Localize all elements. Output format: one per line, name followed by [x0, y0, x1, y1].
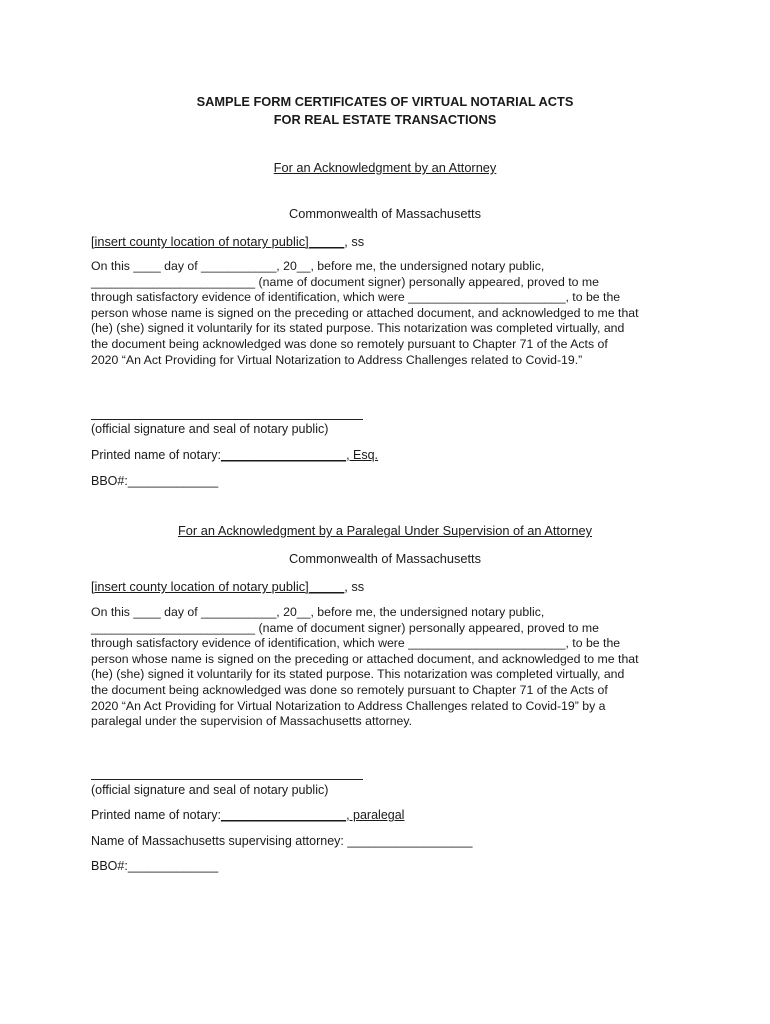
- section1-county-label: [insert county location of notary public]_____: [91, 234, 345, 249]
- section2-signature-caption: (official signature and seal of notary public): [91, 783, 329, 797]
- section2-bbo: BBO#:_____________: [91, 859, 219, 873]
- section2-body-line: person whose name is signed on the preceding or attached document, and acknowledged to me that: [91, 651, 639, 666]
- section1-bbo: BBO#:_____________: [91, 474, 219, 488]
- section1-body-line: (he) (she) signed it voluntarily for its stated purpose. This notarization was completed virtually, and: [91, 321, 625, 336]
- section1-printed-name: [91, 448, 378, 464]
- section2-printed-name-label: Printed name of notary:: [91, 808, 221, 822]
- document-title-line-2: FOR REAL ESTATE TRANSACTIONS: [273, 112, 497, 127]
- section2-printed-name: [91, 808, 404, 824]
- section2-county-line: [91, 579, 364, 595]
- section2-body-line: (he) (she) signed it voluntarily for its stated purpose. This notarization was completed virtually, and: [91, 667, 625, 682]
- section1-county-suffix: , ss: [344, 234, 365, 249]
- section1-body-line: through satisfactory evidence of identification, which were _______________________, to be the: [91, 290, 621, 305]
- section1-signature-caption: (official signature and seal of notary public): [91, 422, 329, 436]
- section2-commonwealth: Commonwealth of Massachusetts: [288, 551, 482, 566]
- section2-body-line: 2020 “An Act Providing for Virtual Notarization to Address Challenges related to Covid-19” by a: [91, 698, 606, 713]
- section2-body-line: the document being acknowledged was done so remotely pursuant to Chapter 71 of the Acts of: [91, 682, 608, 697]
- section2-county-suffix: , ss: [344, 579, 365, 594]
- section1-body-line: the document being acknowledged was done so remotely pursuant to Chapter 71 of the Acts of: [91, 336, 608, 351]
- section2-signature-line: [91, 779, 363, 780]
- section1-body-line: person whose name is signed on the preceding or attached document, and acknowledged to me that: [91, 305, 639, 320]
- section1-body-line: 2020 “An Act Providing for Virtual Notarization to Address Challenges related to Covid-19.”: [91, 352, 583, 367]
- section2-body-line: On this ____ day of ___________, 20__, before me, the undersigned notary public,: [91, 605, 545, 619]
- section1-heading: For an Acknowledgment by an Attorney: [273, 160, 497, 175]
- section1-body-line: ________________________ (name of document signer) personally appeared, proved to me: [91, 274, 599, 289]
- section1-body-line: On this ____ day of ___________, 20__, before me, the undersigned notary public,: [91, 259, 545, 273]
- section1-signature-line: [91, 419, 363, 420]
- section2-body-line: paralegal under the supervision of Massachusetts attorney.: [91, 714, 413, 729]
- section1-printed-name-label: Printed name of notary:: [91, 448, 221, 462]
- section1-body: [91, 259, 691, 368]
- section1-printed-name-suffix: __________________, Esq.: [220, 448, 379, 462]
- section2-supervising-attorney: Name of Massachusetts supervising attorney: __________________: [91, 834, 473, 848]
- section2-county-label: [insert county location of notary public]_____: [91, 579, 345, 594]
- section2-heading: For an Acknowledgment by a Paralegal Under Supervision of an Attorney: [177, 523, 592, 538]
- section2-body-line: ________________________ (name of document signer) personally appeared, proved to me: [91, 620, 599, 635]
- section1-county-line: [91, 234, 364, 250]
- document-title-line-1: SAMPLE FORM CERTIFICATES OF VIRTUAL NOTARIAL ACTS: [196, 94, 574, 109]
- section1-commonwealth: Commonwealth of Massachusetts: [288, 206, 482, 221]
- section2-printed-name-suffix: __________________, paralegal: [220, 808, 405, 822]
- section2-body: [91, 605, 691, 730]
- section2-body-line: through satisfactory evidence of identification, which were _______________________, to be the: [91, 636, 621, 651]
